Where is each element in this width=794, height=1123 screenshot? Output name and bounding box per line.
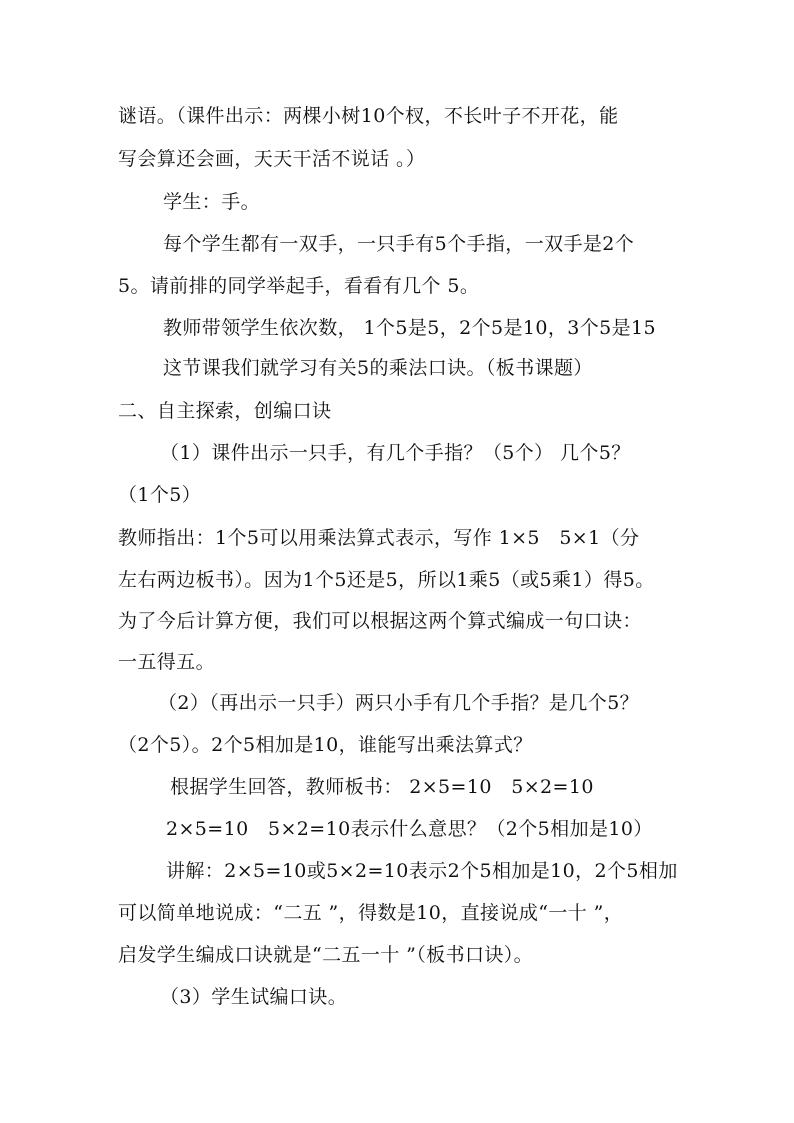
text-line: 教师指出：1个5可以用乘法算式表示，写作 1×5 5×1（分 bbox=[118, 527, 640, 549]
text-line: 讲解：2×5=10或5×2=10表示2个5相加是10，2个5相加 bbox=[166, 860, 678, 882]
text-line: 可以简单地说成：“二五 ”，得数是10，直接说成“一十 ”， bbox=[118, 902, 624, 924]
text-line: 根据学生回答，教师板书： 2×5=10 5×2=10 bbox=[170, 776, 594, 798]
text-line: 学生：手。 bbox=[163, 191, 261, 213]
text-line: （3）学生试编口诀。 bbox=[160, 986, 348, 1008]
text-line: 5。请前排的同学举起手，看看有几个 5。 bbox=[118, 275, 480, 297]
text-line: （1个5） bbox=[118, 484, 202, 506]
text-line: 写会算还会画，天天干活不说话 。） bbox=[118, 148, 426, 170]
text-line: （1）课件出示一只手，有几个手指？（5个） 几个5？ bbox=[160, 442, 631, 464]
text-line: 教师带领学生依次数， 1个5是5，2个5是10，3个5是15 bbox=[163, 317, 657, 339]
text-line: 启发学生编成口诀就是“二五一十 ”（板书口诀）。 bbox=[118, 944, 534, 966]
section-heading: 二、自主探索，创编口诀 bbox=[118, 400, 332, 422]
text-line: 这节课我们就学习有关5的乘法口诀。（板书课题） bbox=[163, 357, 593, 379]
text-line: 为了今后计算方便，我们可以根据这两个算式编成一句口诀： bbox=[118, 610, 642, 632]
text-line: 一五得五。 bbox=[118, 651, 216, 673]
text-line: 左右两边板书）。因为1个5还是5，所以1乘5（或5乘1）得5。 bbox=[118, 569, 655, 591]
text-line: 每个学生都有一双手，一只手有5个手指，一双手是2个 bbox=[163, 233, 635, 255]
text-line: 谜语。（课件出示：两棵小树10个杈，不长叶子不开花，能 bbox=[118, 105, 619, 127]
text-line: 2×5=10 5×2=10表示什么意思？（2个5相加是10） bbox=[166, 818, 653, 840]
text-line: （2个5）。2个5相加是10，谁能写出乘法算式？ bbox=[118, 734, 533, 756]
text-line: （2）（再出示一只手）两只小手有几个手指？是几个5？ bbox=[158, 692, 640, 714]
